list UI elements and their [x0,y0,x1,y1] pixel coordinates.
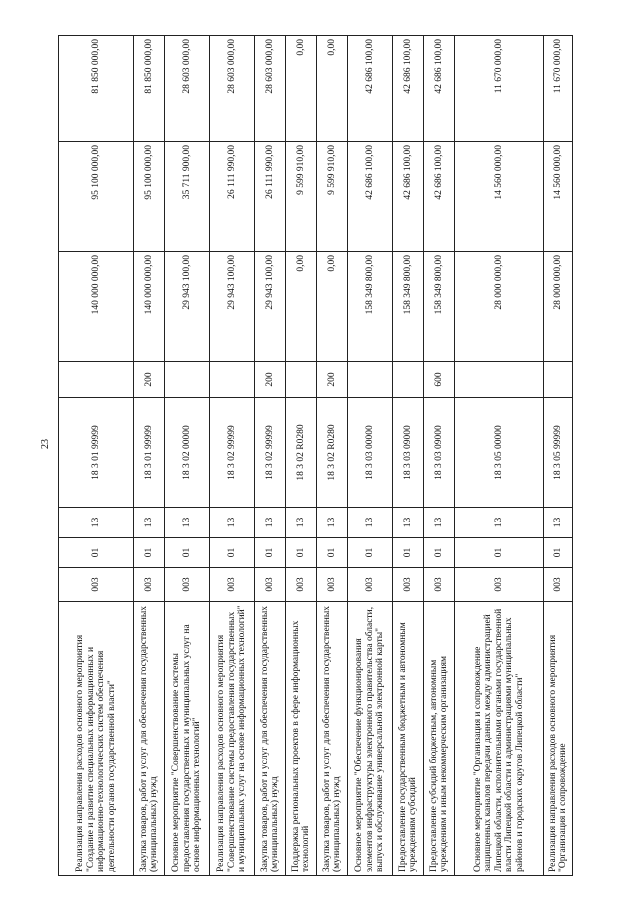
row-amount-year1: 140 000 000,00 [59,252,134,362]
page-number: 23 [40,439,51,449]
row-section-code: 01 [134,538,165,568]
row-ministry-code: 003 [348,568,393,602]
row-target-article: 18 3 03 00000 [348,398,393,508]
row-target-article: 18 3 01 99999 [134,398,165,508]
row-expense-type [544,362,573,398]
row-section-code: 01 [286,538,317,568]
row-target-article: 18 3 03 09000 [393,398,424,508]
row-section-code: 01 [424,538,455,568]
row-name: Реализация направления расходов основного мероприятия "Совершенствование системы предоставления государственных и муниципальных услуг на основе информационных технологий" [210,602,255,876]
row-amount-year3: 81 850 000,00 [59,36,134,142]
row-subsection-code: 13 [348,508,393,538]
row-name: Основное мероприятие "Обеспечение функционирования элементов инфраструктуры электронного правительства области, выпуск и обслуживание универсальной электронной карты" [348,602,393,876]
row-amount-year3: 0,00 [286,36,317,142]
row-name: Предоставление государственным бюджетным и автономным учреждениям субсидий [393,602,424,876]
row-subsection-code: 13 [134,508,165,538]
row-target-article: 18 3 05 99999 [544,398,573,508]
row-name: Закупка товаров, работ и услуг для обеспечения государственных (муниципальных) нужд [255,602,286,876]
row-amount-year3: 42 686 100,00 [393,36,424,142]
row-amount-year1: 0,00 [286,252,317,362]
budget-table-rotated [58,36,613,876]
row-ministry-code: 003 [544,568,573,602]
row-subsection-code: 13 [544,508,573,538]
row-amount-year2: 26 111 990,00 [210,142,255,252]
row-ministry-code: 003 [424,568,455,602]
table-row [134,36,165,876]
row-section-code: 01 [59,538,134,568]
row-amount-year1: 0,00 [317,252,348,362]
row-name: Закупка товаров, работ и услуг для обеспечения государственных (муниципальных) нужд [317,602,348,876]
row-subsection-code: 13 [59,508,134,538]
row-subsection-code: 13 [286,508,317,538]
row-expense-type [348,362,393,398]
table-row [424,36,455,876]
row-amount-year3: 28 603 000,00 [210,36,255,142]
row-amount-year3: 42 686 100,00 [424,36,455,142]
row-amount-year3: 28 603 000,00 [255,36,286,142]
row-ministry-code: 003 [317,568,348,602]
row-amount-year2: 42 686 100,00 [348,142,393,252]
row-amount-year3: 28 603 000,00 [165,36,210,142]
row-amount-year3: 11 670 000,00 [544,36,573,142]
row-section-code: 01 [393,538,424,568]
row-name: Поддержка региональных проектов в сфере информационных технологий [286,602,317,876]
row-amount-year2: 9 599 910,00 [317,142,348,252]
row-expense-type [455,362,544,398]
row-amount-year2: 14 560 000,00 [544,142,573,252]
row-amount-year3: 11 670 000,00 [455,36,544,142]
row-subsection-code: 13 [165,508,210,538]
table-row [255,36,286,876]
row-target-article: 18 3 02 99999 [210,398,255,508]
row-amount-year2: 95 100 000,00 [134,142,165,252]
row-name: Закупка товаров, работ и услуг для обеспечения государственных (муниципальных) нужд [134,602,165,876]
table-row [286,36,317,876]
row-subsection-code: 13 [393,508,424,538]
row-expense-type: 600 [424,362,455,398]
row-expense-type: 200 [134,362,165,398]
row-amount-year2: 42 686 100,00 [393,142,424,252]
row-amount-year2: 9 599 910,00 [286,142,317,252]
row-amount-year2: 26 111 990,00 [255,142,286,252]
row-target-article: 18 3 02 R0280 [317,398,348,508]
table-row [455,36,544,876]
row-amount-year1: 29 943 100,00 [255,252,286,362]
row-target-article: 18 3 05 00000 [455,398,544,508]
row-amount-year1: 28 000 000,00 [544,252,573,362]
table-row [59,36,134,876]
row-subsection-code: 13 [424,508,455,538]
row-section-code: 01 [255,538,286,568]
row-section-code: 01 [210,538,255,568]
row-amount-year3: 0,00 [317,36,348,142]
budget-table [58,35,573,876]
row-expense-type [393,362,424,398]
row-ministry-code: 003 [393,568,424,602]
row-amount-year1: 158 349 800,00 [424,252,455,362]
row-subsection-code: 13 [255,508,286,538]
row-expense-type: 200 [317,362,348,398]
row-section-code: 01 [455,538,544,568]
row-amount-year2: 95 100 000,00 [59,142,134,252]
table-row [165,36,210,876]
row-subsection-code: 13 [210,508,255,538]
row-name: Реализация направления расходов основного мероприятия "Организация и сопровождение [544,602,573,876]
row-name: Основное мероприятие "Организация и сопровождение защищенных каналов передачи данных между администрацией Липецкой области, исполнительными органами государственной власти Липецкой области и администрациями муниципальных районов и городских округов Липецкой области" [455,602,544,876]
row-expense-type [59,362,134,398]
row-amount-year1: 29 943 100,00 [210,252,255,362]
row-amount-year2: 35 711 900,00 [165,142,210,252]
row-ministry-code: 003 [165,568,210,602]
row-ministry-code: 003 [255,568,286,602]
row-name: Основное мероприятие "Совершенствование системы предоставления государственных и муниципальных услуг на основе информационных технологий" [165,602,210,876]
row-target-article: 18 3 02 R0280 [286,398,317,508]
row-amount-year3: 42 686 100,00 [348,36,393,142]
row-section-code: 01 [544,538,573,568]
row-target-article: 18 3 02 00000 [165,398,210,508]
row-subsection-code: 13 [455,508,544,538]
table-row [348,36,393,876]
row-target-article: 18 3 01 99999 [59,398,134,508]
row-expense-type [286,362,317,398]
row-amount-year1: 29 943 100,00 [165,252,210,362]
row-amount-year1: 28 000 000,00 [455,252,544,362]
row-amount-year1: 158 349 800,00 [393,252,424,362]
row-ministry-code: 003 [286,568,317,602]
row-amount-year1: 158 349 800,00 [348,252,393,362]
row-target-article: 18 3 02 99999 [255,398,286,508]
row-expense-type [210,362,255,398]
row-ministry-code: 003 [455,568,544,602]
row-section-code: 01 [317,538,348,568]
table-row [393,36,424,876]
table-row [317,36,348,876]
row-name: Предоставление субсидий бюджетным, автономным учреждениям и иным некоммерческим организациям [424,602,455,876]
row-section-code: 01 [348,538,393,568]
row-name: Реализация направления расходов основного мероприятия "Создание и развитие специальных информационных и информационно-технологических систем обеспечения деятельности органов государственной власти" [59,602,134,876]
row-amount-year2: 42 686 100,00 [424,142,455,252]
row-ministry-code: 003 [59,568,134,602]
row-expense-type [165,362,210,398]
row-amount-year3: 81 850 000,00 [134,36,165,142]
row-amount-year1: 140 000 000,00 [134,252,165,362]
row-ministry-code: 003 [134,568,165,602]
row-section-code: 01 [165,538,210,568]
row-ministry-code: 003 [210,568,255,602]
row-target-article: 18 3 03 09000 [424,398,455,508]
table-row [544,36,573,876]
table-row [210,36,255,876]
row-subsection-code: 13 [317,508,348,538]
row-amount-year2: 14 560 000,00 [455,142,544,252]
row-expense-type: 200 [255,362,286,398]
